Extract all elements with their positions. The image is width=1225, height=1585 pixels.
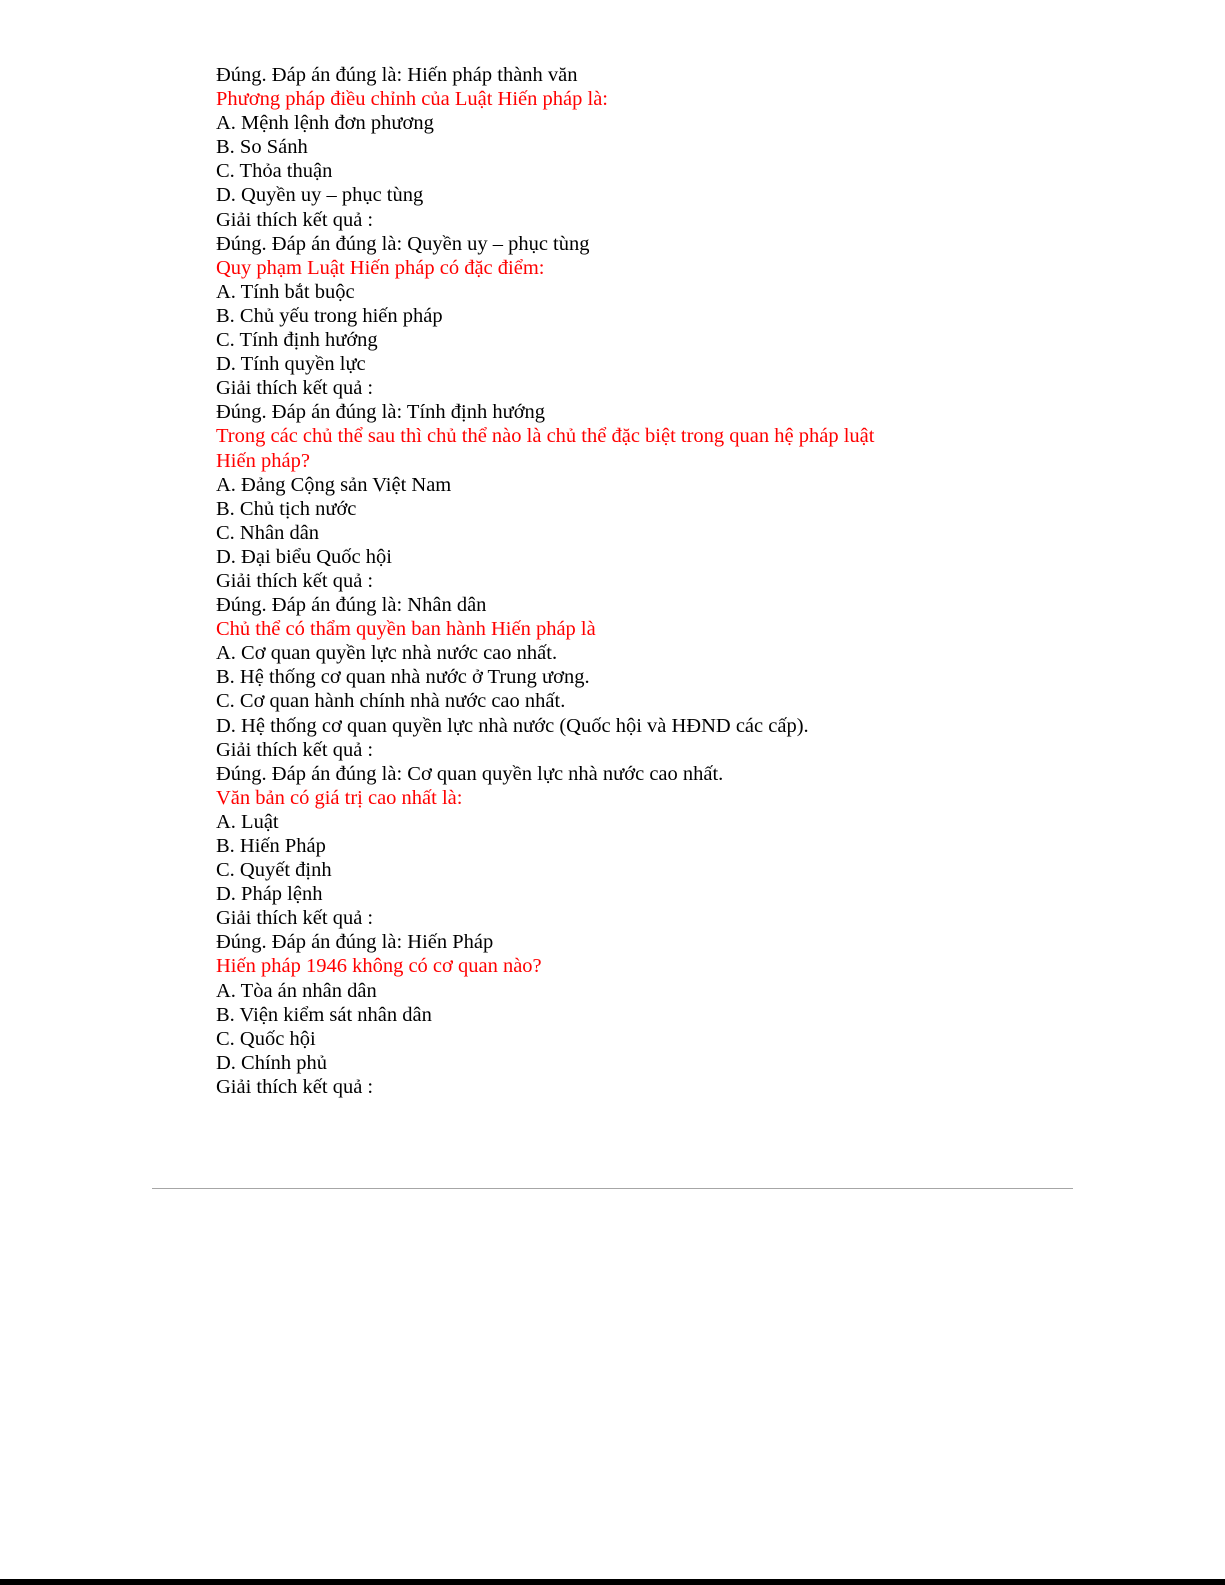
explain-label: Giải thích kết quả :	[216, 1075, 374, 1098]
quiz-item	[216, 954, 916, 1099]
option-c: C. Cơ quan hành chính nhà nước cao nhất.	[216, 690, 566, 713]
option-c: C. Quốc hội	[216, 1027, 316, 1050]
answer-text: Đúng. Đáp án đúng là: Cơ quan quyền lực nhà nước cao nhất.	[216, 762, 724, 785]
page-separator-line	[152, 1188, 1073, 1189]
option-c: C. Tính định hướng	[216, 329, 378, 352]
explain-label: Giải thích kết quả :	[216, 569, 374, 592]
option-a: A. Tính bắt buộc	[216, 280, 355, 303]
option-a: A. Cơ quan quyền lực nhà nước cao nhất.	[216, 642, 558, 665]
option-c: C. Thỏa thuận	[216, 160, 333, 183]
question-text: Hiến pháp 1946 không có cơ quan nào?	[216, 955, 542, 978]
option-d: D. Đại biểu Quốc hội	[216, 545, 392, 568]
explain-label: Giải thích kết quả :	[216, 738, 374, 761]
option-d: D. Hệ thống cơ quan quyền lực nhà nước (Quốc hội và HĐND các cấp).	[216, 714, 809, 737]
quiz-item	[216, 617, 916, 786]
answer-text: Đúng. Đáp án đúng là: Nhân dân	[216, 594, 487, 617]
option-b: B. Chủ tịch nước	[216, 497, 357, 520]
question-text: Chủ thể có thẩm quyền ban hành Hiến pháp là	[216, 618, 596, 641]
quiz-item	[216, 424, 916, 617]
quiz-content	[216, 63, 916, 1099]
option-b: B. Viện kiểm sát nhân dân	[216, 1003, 432, 1026]
explain-label: Giải thích kết quả :	[216, 377, 374, 400]
bottom-border-bar	[0, 1579, 1225, 1585]
option-b: B. So Sánh	[216, 136, 308, 159]
answer-text: Đúng. Đáp án đúng là: Quyền uy – phục tùng	[216, 232, 590, 255]
option-d: D. Quyền uy – phục tùng	[216, 184, 424, 207]
option-b: B. Hệ thống cơ quan nhà nước ở Trung ương.	[216, 666, 590, 689]
question-text: Quy phạm Luật Hiến pháp có đặc điểm:	[216, 256, 545, 279]
quiz-item	[216, 87, 916, 256]
answer-text: Đúng. Đáp án đúng là: Hiến Pháp	[216, 931, 494, 954]
quiz-item	[216, 786, 916, 955]
option-b: B. Hiến Pháp	[216, 835, 326, 857]
quiz-item	[216, 256, 916, 425]
option-a: A. Tòa án nhân dân	[216, 979, 377, 1002]
question-text: Phương pháp điều chỉnh của Luật Hiến pháp là:	[216, 88, 608, 111]
explain-label: Giải thích kết quả :	[216, 208, 374, 231]
option-d: D. Pháp lệnh	[216, 883, 323, 906]
lead-answer-text: Đúng. Đáp án đúng là: Hiến pháp thành văn	[216, 64, 578, 86]
option-a: A. Luật	[216, 810, 279, 833]
question-text: Văn bản có giá trị cao nhất là:	[216, 786, 463, 809]
option-c: C. Nhân dân	[216, 521, 320, 544]
option-c: C. Quyết định	[216, 859, 332, 882]
answer-text: Đúng. Đáp án đúng là: Tính định hướng	[216, 401, 546, 424]
option-a: A. Đảng Cộng sản Việt Nam	[216, 473, 452, 496]
option-a: A. Mệnh lệnh đơn phương	[216, 112, 434, 135]
question-text: Trong các chủ thể sau thì chủ thể nào là chủ thể đặc biệt trong quan hệ pháp luật Hiến pháp?	[216, 425, 875, 472]
option-d: D. Chính phủ	[216, 1051, 328, 1074]
explain-label: Giải thích kết quả :	[216, 907, 374, 930]
option-d: D. Tính quyền lực	[216, 353, 366, 376]
option-b: B. Chủ yếu trong hiến pháp	[216, 304, 443, 327]
